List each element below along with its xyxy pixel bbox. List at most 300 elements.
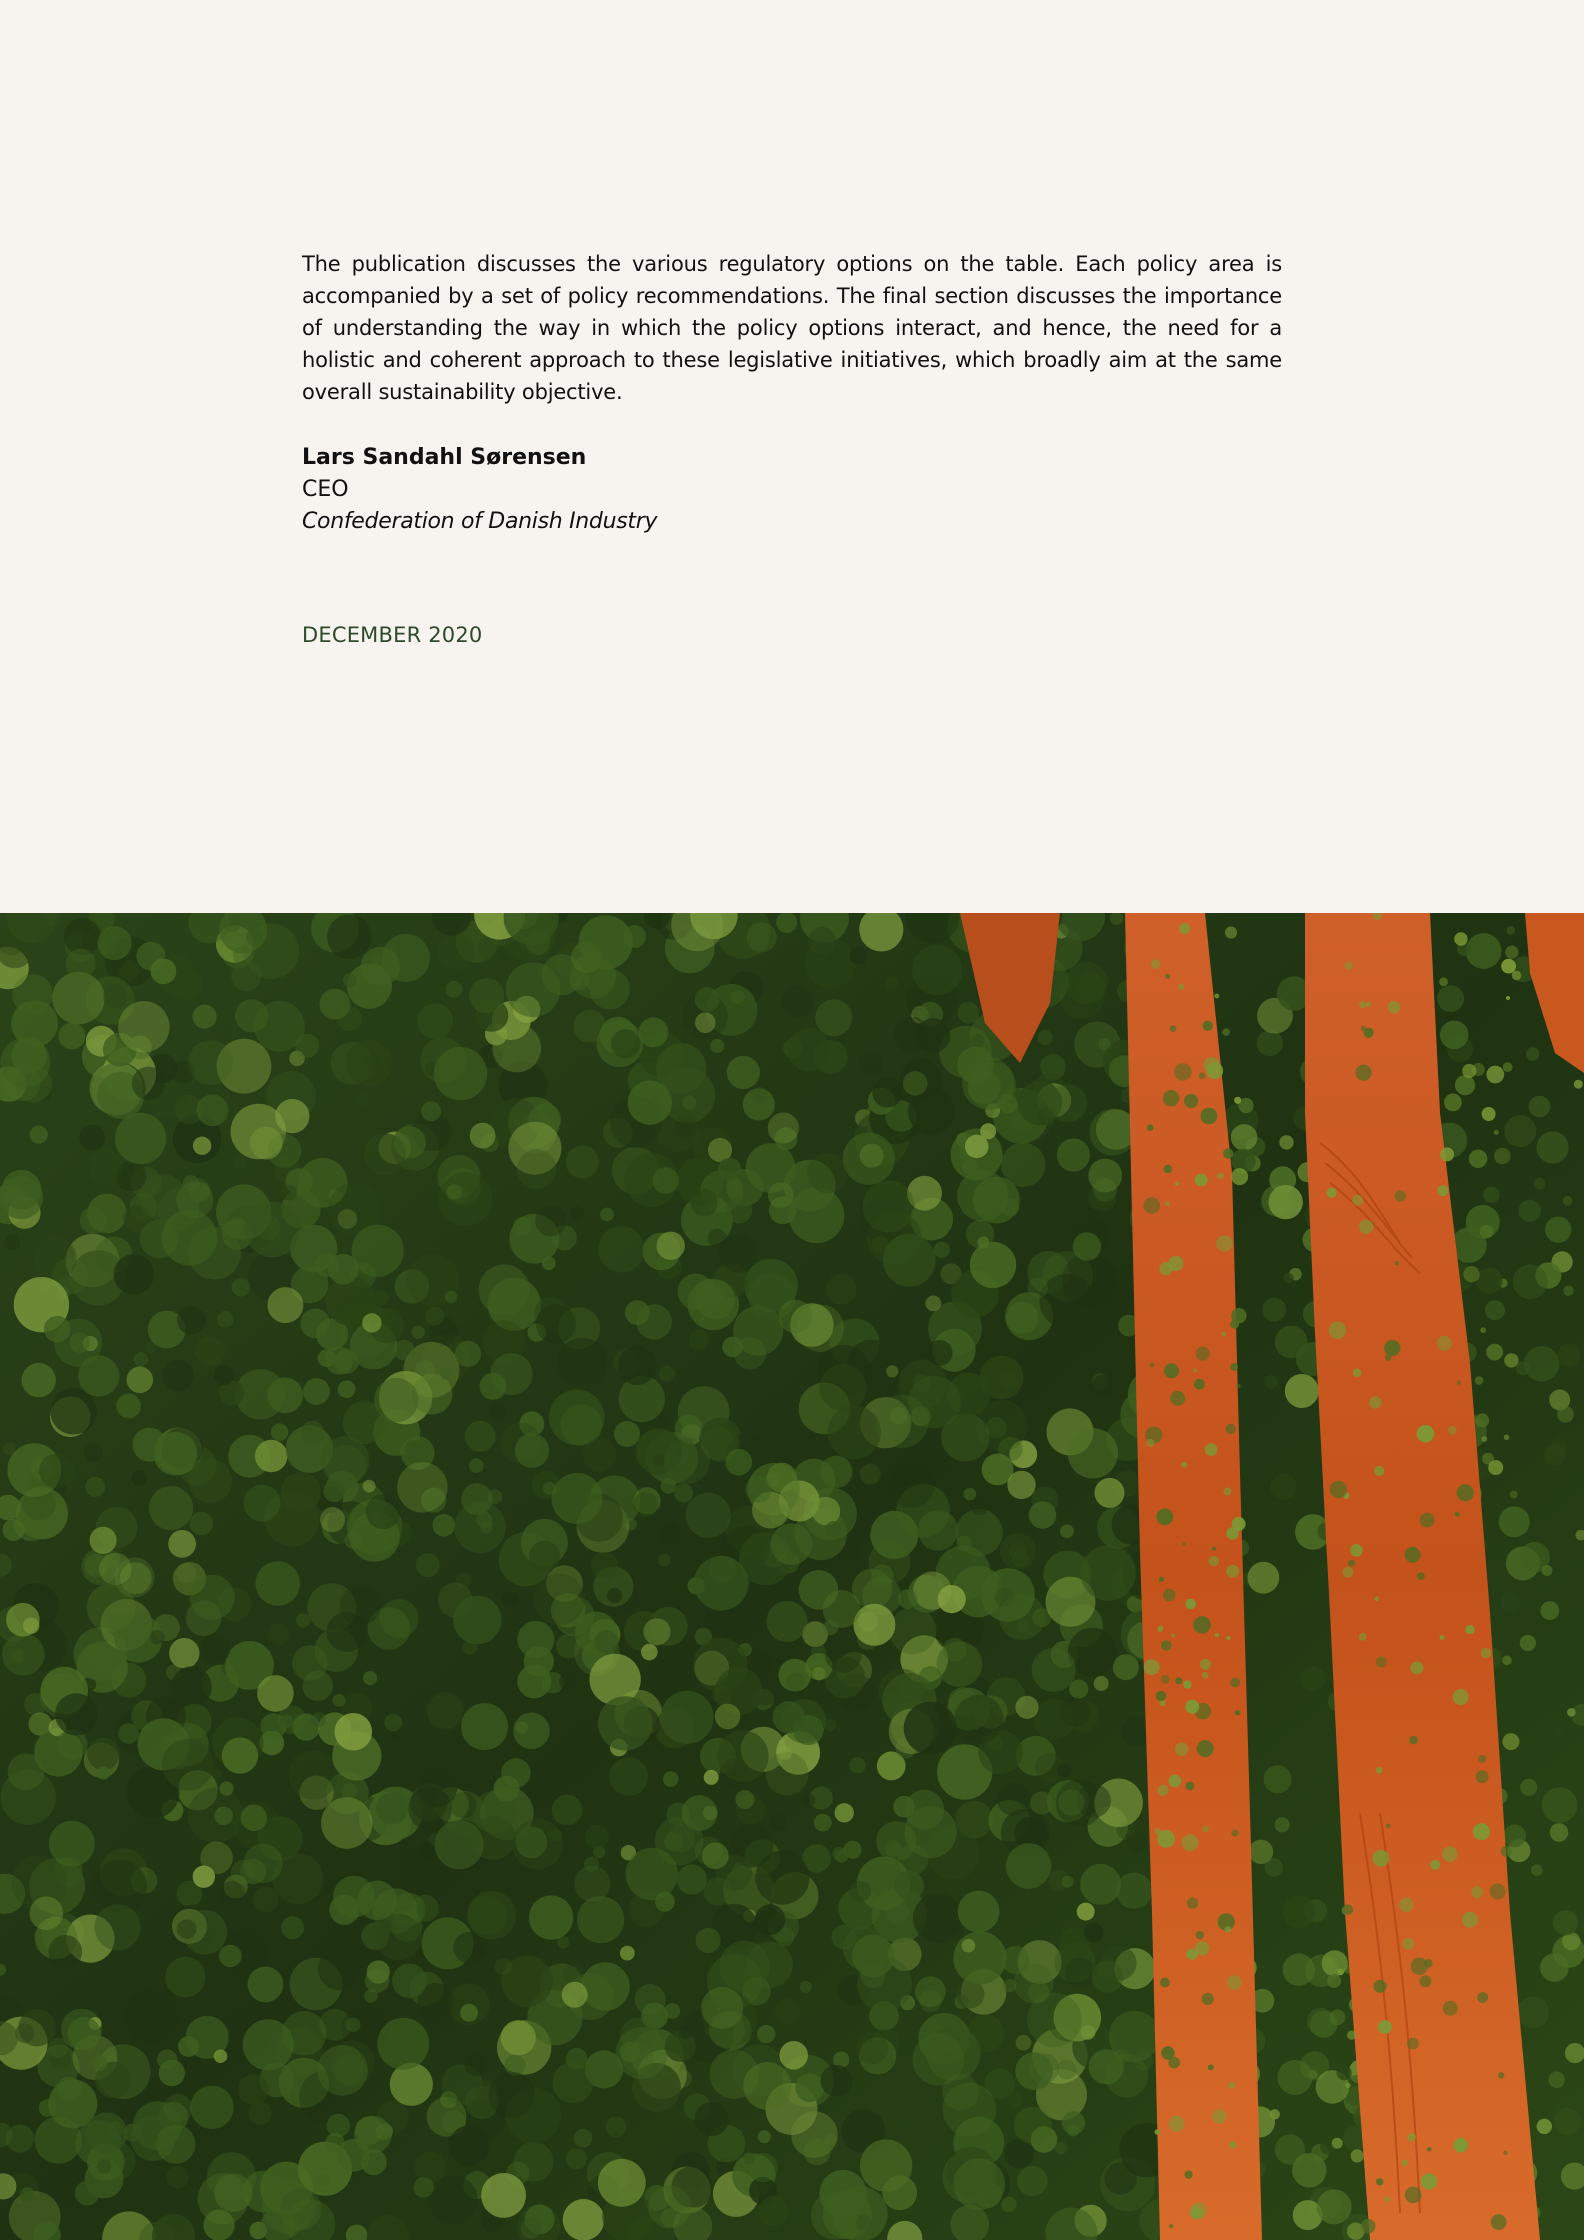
- tree-crown: [281, 1472, 321, 1512]
- tree-crown: [1526, 1047, 1539, 1060]
- shrub: [1504, 1353, 1518, 1367]
- shrub: [1427, 2147, 1432, 2152]
- tree-crown: [340, 1585, 381, 1626]
- tree-crown: [956, 1804, 984, 1832]
- tree-crown: [554, 1760, 581, 1787]
- shrub: [1443, 2001, 1458, 2016]
- tree-crown: [1455, 1075, 1475, 1095]
- tree-crown: [870, 1511, 918, 1559]
- shrub: [1202, 1993, 1214, 2005]
- tree-crown: [517, 1665, 551, 1699]
- tree-crown: [956, 1536, 972, 1552]
- shrub: [1161, 1640, 1172, 1651]
- tree-crown: [68, 2017, 101, 2050]
- tree-crown: [92, 2055, 108, 2071]
- tree-crown: [352, 1225, 404, 1277]
- aerial-forest-photo: [0, 913, 1584, 2240]
- tree-crown: [1077, 1903, 1095, 1921]
- tree-crown: [551, 1473, 602, 1524]
- shrub: [1144, 1659, 1160, 1675]
- tree-crown: [964, 1488, 977, 1501]
- tree-crown: [885, 1840, 902, 1857]
- shrub: [1227, 1975, 1242, 1990]
- shrub: [1372, 1850, 1389, 1867]
- tree-crown: [529, 1895, 573, 1939]
- tree-crown: [889, 1607, 936, 1654]
- shrub: [1384, 1340, 1400, 1356]
- shrub: [1195, 1174, 1208, 1187]
- tree-crown: [925, 1296, 941, 1312]
- shrub: [1146, 1439, 1154, 1447]
- tree-crown: [222, 1737, 258, 1773]
- tree-crown: [600, 1208, 614, 1222]
- tree-crown: [501, 1758, 530, 1787]
- tree-crown: [35, 2117, 82, 2164]
- tree-crown: [1058, 1789, 1084, 1815]
- tree-crown: [376, 1792, 408, 1824]
- tree-crown: [1275, 1817, 1290, 1832]
- shrub: [1150, 1363, 1155, 1368]
- shrub: [1175, 1742, 1189, 1756]
- tree-crown: [250, 1127, 283, 1160]
- tree-crown: [490, 1353, 532, 1395]
- shrub: [1202, 1672, 1209, 1679]
- shrub: [1225, 1926, 1232, 1933]
- tree-crown: [703, 1877, 731, 1905]
- tree-crown: [1080, 1864, 1121, 1905]
- shrub: [1351, 2149, 1364, 2162]
- tree-crown: [219, 1945, 242, 1968]
- shrub: [1170, 1025, 1177, 1032]
- shrub: [1457, 1484, 1474, 1501]
- tree-crown: [214, 1807, 233, 1826]
- tree-crown: [404, 1440, 423, 1459]
- tree-crown: [200, 1634, 230, 1664]
- tree-crown: [962, 1939, 976, 1953]
- shrub: [1448, 1426, 1457, 1435]
- shrub: [1421, 2173, 1437, 2189]
- tree-crown: [295, 1034, 319, 1058]
- tree-crown: [149, 1486, 193, 1530]
- shrub: [1155, 2129, 1161, 2135]
- tree-crown: [1520, 1779, 1537, 1796]
- tree-crown: [343, 973, 357, 987]
- tree-crown: [552, 1795, 583, 1826]
- shrub: [1512, 971, 1522, 981]
- tree-crown: [363, 1480, 376, 1493]
- shrub: [1352, 1195, 1363, 1206]
- tree-crown: [296, 1613, 310, 1627]
- tree-crown: [275, 1099, 309, 1133]
- shrub: [1490, 1883, 1506, 1899]
- shrub: [1453, 2138, 1468, 2153]
- tree-crown: [828, 1406, 882, 1460]
- tree-crown: [1248, 1562, 1280, 1594]
- tree-crown: [188, 1040, 233, 1085]
- tree-crown: [771, 1523, 813, 1565]
- tree-crown: [787, 1028, 830, 1071]
- tree-crown: [622, 2042, 653, 2073]
- tree-crown: [78, 1355, 119, 1396]
- shrub: [1228, 2082, 1235, 2089]
- tree-crown: [317, 2045, 368, 2096]
- tree-crown: [843, 1133, 895, 1185]
- tree-crown: [172, 1061, 195, 1084]
- tree-crown: [800, 1981, 812, 1993]
- tree-crown: [1030, 1791, 1053, 1814]
- shrub: [1222, 1028, 1230, 1036]
- tree-crown: [219, 1782, 233, 1796]
- tree-crown: [134, 1352, 149, 1367]
- shrub: [1169, 2224, 1174, 2229]
- shrub: [1229, 2141, 1236, 2148]
- tree-crown: [268, 1624, 289, 1645]
- shrub: [1235, 1710, 1240, 1715]
- shrub: [1471, 1886, 1483, 1898]
- tree-crown: [584, 1857, 599, 1872]
- tree-crown: [190, 2086, 233, 2129]
- shrub: [1175, 1677, 1182, 1684]
- tree-crown: [859, 1051, 884, 1076]
- tree-crown: [1264, 1765, 1292, 1793]
- tree-crown: [1231, 1124, 1258, 1151]
- tree-crown: [718, 1158, 741, 1181]
- shrub: [1329, 2009, 1345, 2025]
- shrub: [1157, 1626, 1163, 1632]
- tree-crown: [618, 1346, 657, 1385]
- tree-crown: [789, 1187, 845, 1243]
- tree-crown: [366, 1494, 401, 1529]
- tree-crown: [417, 1003, 453, 1039]
- tree-crown: [327, 915, 371, 959]
- shrub: [1178, 984, 1184, 990]
- tree-crown: [658, 1554, 671, 1567]
- shrub: [1359, 1633, 1367, 1641]
- tree-crown: [1084, 1923, 1104, 1943]
- tree-crown: [488, 2072, 534, 2118]
- shrub: [1478, 1755, 1486, 1763]
- shrub: [1410, 1661, 1423, 1674]
- shrub: [1182, 1542, 1186, 1546]
- tree-crown: [747, 922, 777, 952]
- shrub: [1503, 2151, 1507, 2155]
- tree-crown: [710, 1039, 724, 1053]
- tree-crown: [1262, 1298, 1286, 1322]
- tree-crown: [1557, 1406, 1574, 1423]
- tree-crown: [346, 2018, 361, 2033]
- tree-crown: [346, 1040, 393, 1087]
- shrub: [1191, 2202, 1208, 2219]
- tree-crown: [214, 2049, 228, 2063]
- tree-crown: [566, 2148, 587, 2169]
- shrub: [1212, 1547, 1216, 1551]
- signature-block: [302, 442, 657, 538]
- tree-crown: [826, 1274, 857, 1305]
- tree-crown: [689, 1329, 710, 1350]
- tree-crown: [177, 1919, 197, 1939]
- tree-crown: [439, 1172, 493, 1226]
- tree-crown: [660, 1524, 682, 1546]
- shrub: [1366, 1002, 1371, 1007]
- shrub: [1481, 1648, 1491, 1658]
- tree-crown: [1264, 1375, 1278, 1389]
- tree-crown: [427, 1692, 464, 1729]
- tree-crown: [814, 1814, 832, 1832]
- tree-crown: [465, 1421, 496, 1452]
- tree-crown: [95, 1904, 141, 1950]
- tree-crown: [376, 1914, 422, 1960]
- tree-crown: [1032, 1648, 1076, 1692]
- shrub: [1376, 1767, 1383, 1774]
- tree-crown: [156, 2125, 195, 2164]
- tree-crown: [677, 1864, 707, 1894]
- shrub: [1217, 1173, 1224, 1180]
- tree-crown: [249, 2102, 272, 2125]
- tree-crown: [162, 1360, 193, 1391]
- tree-crown: [1060, 1524, 1074, 1538]
- shrub: [1376, 1656, 1387, 1667]
- shrub: [1356, 1065, 1372, 1081]
- tree-crown: [1257, 1030, 1283, 1056]
- tree-crown: [934, 1242, 950, 1258]
- shrub: [1407, 2038, 1419, 2050]
- shrub: [1476, 1770, 1489, 1783]
- shrub: [1170, 1391, 1185, 1406]
- tree-crown: [660, 1691, 713, 1744]
- tree-crown: [80, 1207, 107, 1234]
- shrub: [1343, 1904, 1354, 1915]
- tree-crown: [1091, 1375, 1114, 1398]
- tree-crown: [1292, 2153, 1326, 2187]
- tree-crown: [292, 1645, 328, 1681]
- tree-crown: [316, 2174, 329, 2187]
- tree-crown: [303, 1378, 330, 1405]
- tree-crown: [779, 1300, 813, 1334]
- shrub: [1402, 2160, 1409, 2167]
- shrub: [1164, 1363, 1179, 1378]
- shrub: [1327, 1188, 1337, 1198]
- tree-crown: [168, 1530, 196, 1558]
- tree-crown: [702, 1842, 729, 1869]
- tree-crown: [1089, 2049, 1124, 2084]
- shrub: [1226, 1565, 1239, 1578]
- tree-crown: [517, 1149, 557, 1189]
- tree-crown: [50, 1388, 96, 1434]
- tree-crown: [461, 1483, 493, 1515]
- shrub: [1231, 1830, 1238, 1837]
- tree-crown: [904, 1702, 957, 1755]
- shrub: [1174, 1063, 1191, 1080]
- shrub: [1504, 1435, 1510, 1441]
- tree-crown: [611, 1029, 640, 1058]
- tree-crown: [446, 981, 463, 998]
- shrub: [1385, 2197, 1390, 2202]
- tree-crown: [8, 1753, 45, 1790]
- shrub: [1203, 1021, 1213, 1031]
- tree-crown: [1536, 1131, 1568, 1163]
- tree-crown: [320, 1507, 345, 1532]
- tree-crown: [682, 1795, 718, 1831]
- tree-crown: [150, 1630, 164, 1644]
- tree-crown: [594, 1630, 618, 1654]
- shrub: [1185, 1782, 1194, 1791]
- tree-crown: [916, 1018, 951, 1053]
- tree-crown: [513, 1713, 550, 1750]
- tree-crown: [1297, 2192, 1305, 2200]
- tree-crown: [253, 1887, 279, 1913]
- tree-crown: [727, 1056, 760, 1089]
- shrub: [1216, 1235, 1232, 1251]
- tree-crown: [321, 1797, 372, 1848]
- tree-crown: [97, 2159, 112, 2174]
- tree-crown: [1008, 1542, 1026, 1560]
- tree-crown: [726, 1449, 753, 1476]
- tree-crown: [674, 1483, 693, 1502]
- shrub: [1411, 1958, 1429, 1976]
- tree-crown: [755, 1904, 786, 1935]
- tree-crown: [719, 1941, 770, 1992]
- shrub: [1184, 2170, 1192, 2178]
- tree-crown: [22, 1363, 56, 1397]
- tree-crown: [768, 1182, 794, 1208]
- tree-crown: [197, 1094, 229, 1126]
- shrub: [1430, 1860, 1440, 1870]
- shrub: [1502, 1656, 1512, 1666]
- tree-crown: [11, 1000, 58, 1047]
- tree-crown: [214, 1365, 234, 1385]
- tree-crown: [686, 1493, 731, 1538]
- tree-crown: [178, 2036, 199, 2057]
- tree-crown: [87, 1583, 136, 1632]
- tree-crown: [118, 1723, 139, 1744]
- tree-crown: [696, 1928, 721, 1953]
- tree-crown: [377, 2018, 429, 2070]
- shrub: [1350, 1544, 1363, 1557]
- tree-crown: [609, 1757, 648, 1796]
- tree-crown: [912, 2034, 964, 2086]
- tree-crown: [636, 1304, 672, 1340]
- tree-crown: [913, 1572, 951, 1610]
- tree-crown: [962, 1057, 1014, 1109]
- tree-crown: [1277, 2060, 1312, 2095]
- tree-crown: [918, 1510, 959, 1551]
- tree-crown: [193, 1005, 217, 1029]
- shrub: [1204, 1057, 1221, 1074]
- tree-crown: [394, 1126, 426, 1158]
- tree-crown: [1550, 1823, 1569, 1842]
- tree-crown: [557, 1338, 607, 1388]
- shrub: [1202, 1826, 1208, 1832]
- tree-crown: [735, 1790, 754, 1809]
- tree-crown: [1029, 1501, 1057, 1529]
- shrub: [1455, 1512, 1460, 1517]
- tree-crown: [30, 1126, 48, 1144]
- shrub: [1510, 1491, 1518, 1499]
- tree-crown: [1337, 2065, 1352, 2080]
- tree-crown: [585, 1825, 609, 1849]
- tree-crown: [659, 1366, 675, 1382]
- shrub: [1462, 1064, 1476, 1078]
- tree-crown: [953, 1931, 1006, 1984]
- tree-crown: [965, 1135, 989, 1159]
- tree-crown: [23, 1618, 39, 1634]
- tree-crown: [820, 1364, 867, 1411]
- shrub: [1402, 1938, 1414, 1950]
- shrub: [1332, 2138, 1343, 2149]
- tree-crown: [1574, 1080, 1583, 1089]
- tree-crown: [895, 1871, 924, 1900]
- tree-crown: [795, 2073, 824, 2102]
- shrub: [1353, 1369, 1362, 1378]
- tree-crown: [164, 2094, 193, 2123]
- tree-crown: [390, 2063, 433, 2106]
- shrub: [1453, 1689, 1469, 1705]
- tree-crown: [311, 1712, 326, 1727]
- shrub: [1480, 1327, 1486, 1333]
- shrub: [1221, 1331, 1226, 1336]
- tree-crown: [1049, 1084, 1087, 1122]
- tree-crown: [446, 1184, 462, 1200]
- tree-crown: [1073, 1232, 1101, 1260]
- shrub: [1186, 1599, 1197, 1610]
- shrub: [1437, 1336, 1452, 1351]
- tree-crown: [354, 2116, 392, 2154]
- tree-crown: [768, 1112, 799, 1143]
- tree-crown: [1007, 1302, 1039, 1334]
- tree-crown: [695, 987, 720, 1012]
- shrub: [1342, 1567, 1353, 1578]
- shrub: [1159, 1577, 1164, 1582]
- shrub: [1373, 1980, 1386, 1993]
- tree-crown: [1483, 1187, 1500, 1204]
- shrub: [1161, 2046, 1174, 2059]
- shrub: [1395, 1190, 1406, 1201]
- tree-crown: [1540, 1953, 1569, 1982]
- shrub: [1196, 1347, 1210, 1361]
- shrub: [1157, 1830, 1175, 1848]
- tree-crown: [49, 1935, 83, 1969]
- tree-crown: [408, 1787, 452, 1831]
- tree-crown: [334, 1349, 359, 1374]
- tree-crown: [1001, 2197, 1017, 2213]
- tree-crown: [598, 1226, 644, 1272]
- tree-crown: [1113, 1654, 1139, 1680]
- tree-crown: [778, 1746, 792, 1760]
- shrub: [1230, 1678, 1240, 1688]
- shrub: [1171, 1633, 1175, 1637]
- tree-crown: [1092, 1961, 1124, 1993]
- text-section: [0, 0, 1584, 913]
- tree-crown: [6, 2125, 34, 2153]
- tree-crown: [87, 1738, 119, 1770]
- shrub: [1376, 2178, 1384, 2186]
- shrub: [1473, 1823, 1490, 1840]
- tree-crown: [219, 1881, 246, 1908]
- tree-crown: [453, 1596, 501, 1644]
- tree-crown: [758, 2196, 788, 2226]
- tree-crown: [1554, 2108, 1581, 2135]
- shrub: [1419, 1975, 1431, 1987]
- tree-crown: [691, 1189, 718, 1216]
- tree-crown: [886, 1365, 898, 1377]
- tree-crown: [151, 958, 177, 984]
- shrub: [1405, 1547, 1421, 1563]
- tree-crown: [450, 1792, 476, 1818]
- tree-crown: [694, 1556, 749, 1611]
- tree-crown: [1513, 1264, 1548, 1299]
- tree-crown: [238, 2074, 269, 2105]
- shrub: [1151, 959, 1161, 969]
